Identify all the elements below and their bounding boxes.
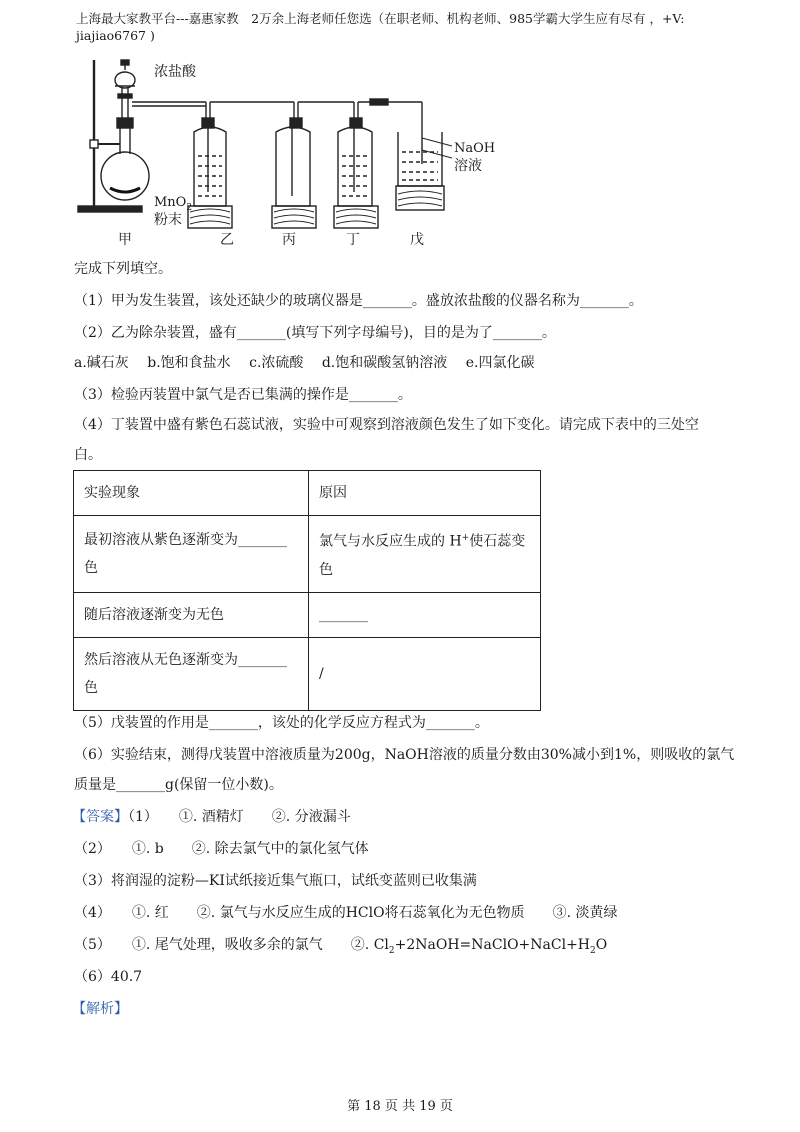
table-row [74, 516, 541, 593]
table-header-phenomenon: 实验现象 [74, 471, 309, 516]
header-line-1: 上海最大家教平台---嘉惠家教 2万余上海老师任您选（在职老师、机构老师、985学霸大学生应有尽有 ，+V: [76, 11, 685, 26]
header-line-2: jiajiao6767 ) [76, 28, 155, 43]
row-3-phenomenon: 然后溶液从无色逐渐变为_______色 [74, 637, 309, 710]
intro-text: 完成下列填空。 [74, 261, 172, 277]
row-1-reason-sup: + [461, 533, 470, 543]
label-mno2-sub: 2 [186, 203, 193, 213]
page-footer: 第 18 页 共 19 页 [347, 1099, 453, 1114]
label-conc-hcl: 浓盐酸 [154, 64, 196, 80]
answer-5-sub-2: 2 [590, 945, 596, 956]
caption-yi: 乙 [220, 232, 234, 248]
table-header-reason: 原因 [309, 471, 541, 516]
observation-table [73, 470, 541, 711]
answer-3: （3）将润湿的淀粉—KI试纸接近集气瓶口，试纸变蓝则已收集满 [74, 873, 477, 889]
row-2-phenomenon: 随后溶液逐渐变为无色 [74, 592, 309, 637]
caption-jia: 甲 [118, 232, 132, 248]
analysis-tag: 【解析】 [72, 1001, 128, 1017]
question-4-line-1: （4）丁装置中盛有紫色石蕊试液，实验中可观察到溶液颜色发生了如下变化。请完成下表中的三处空 [74, 417, 699, 433]
label-naoh: NaOH [454, 141, 496, 156]
question-2: （2）乙为除杂装置，盛有_______(填写下列字母编号)，目的是为了_______。 [74, 325, 556, 341]
answer-tag: 【答案】 [72, 809, 128, 825]
answer-2: （2） ①. b ②. 除去氯气中的氯化氢气体 [74, 841, 369, 857]
table-row [74, 637, 541, 710]
answer-1-text: （1） ①. 酒精灯 ②. 分液漏斗 [128, 809, 351, 825]
label-mno2-text: MnO [154, 195, 187, 210]
label-mno2 [154, 195, 192, 213]
answer-4: （4） ①. 红 ②. 氯气与水反应生成的HClO将石蕊氧化为无色物质 ③. 淡黄绿 [74, 905, 618, 921]
question-3: （3）检验丙装置中氯气是否已集满的操作是_______。 [74, 387, 412, 403]
row-1-phenomenon: 最初溶液从紫色逐渐变为_______色 [74, 516, 309, 593]
table-header-row [74, 471, 541, 516]
question-6-line-2: 质量是_______g(保留一位小数)。 [74, 777, 283, 793]
question-5: （5）戊装置的作用是_______，该处的化学反应方程式为_______。 [74, 715, 489, 731]
answer-5-post: O [595, 937, 608, 953]
answer-5 [74, 934, 607, 956]
question-4-line-2: 白。 [74, 447, 102, 463]
question-2-options: a.碱石灰 b.饱和食盐水 c.浓硫酸 d.饱和碳酸氢钠溶液 e.四氯化碳 [74, 355, 535, 371]
answer-5-mid: +2NaOH=NaClO+NaCl+H [394, 937, 591, 953]
caption-bing: 丙 [282, 232, 296, 248]
row-1-reason-post: 使石蕊变色 [319, 533, 526, 578]
label-solution: 溶液 [454, 158, 482, 174]
table-row [74, 592, 541, 637]
question-1: （1）甲为发生装置，该处还缺少的玻璃仪器是_______。盛放浓盐酸的仪器名称为_______。 [74, 293, 643, 309]
row-1-reason [309, 516, 541, 593]
row-2-reason: _______ [309, 592, 541, 637]
answer-5-pre: （5） ①. 尾气处理，吸收多余的氯气 ②. Cl [74, 937, 389, 953]
label-powder: 粉末 [154, 212, 182, 228]
question-6-line-1: （6）实验结束，测得戊装置中溶液质量为200g，NaOH溶液的质量分数由30%减小到1%，则吸收的氯气 [74, 747, 735, 763]
answer-5-sub-1: 2 [388, 945, 395, 956]
row-1-reason-pre: 氯气与水反应生成的 H [319, 533, 462, 550]
answer-6: （6）40.7 [74, 969, 143, 985]
page-header [76, 10, 736, 44]
caption-ding: 丁 [346, 232, 360, 248]
caption-wu: 戊 [410, 232, 424, 248]
apparatus-diagram [70, 56, 550, 252]
answer-1 [72, 806, 351, 826]
row-3-reason: / [309, 637, 541, 710]
